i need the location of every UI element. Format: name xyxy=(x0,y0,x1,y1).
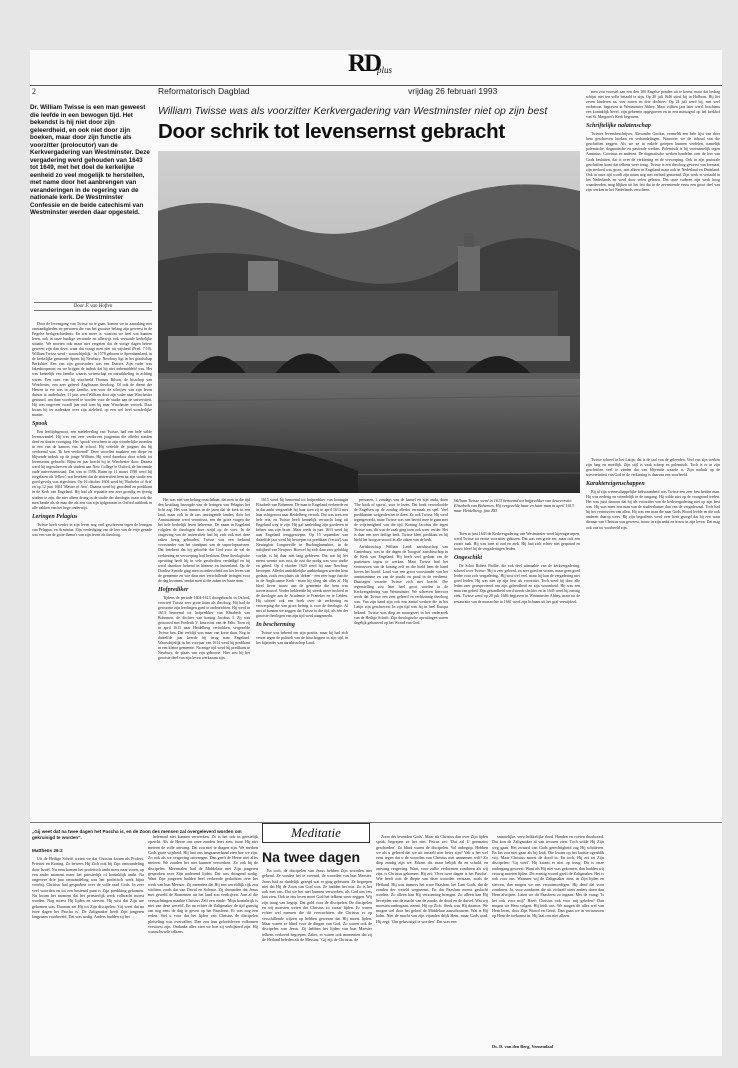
subheading-leringen-pelagius: Leringen Pelagius xyxy=(32,513,78,520)
column-paragraph: Bij al zijn wetenschappelijke bekwaamheid was Twisse een zeer bescheiden man. Hij was nederig en vriendelijk in de omgang. Hij wilde niet op de voorgrond treden. Het was juist daarom dat hij als voorzitter van de kerkvergadering niet op zijn best was. Hij was meer een man van de studeerkamer dan van de vergaderzaal. Toch had hij het vertrouwen van allen. Hij was een man die naar Gods Woord leefde en die ook anderen daarop wees. Bij zijn begrafenis werd over hem gezegd dat hij een waar dienaar van Christus was geweest, trouw in zijn ambt en trouw in zijn leven. Dat mag ook ons tot voorbeeld zijn. xyxy=(586,490,720,530)
column-paragraph: De Schot Robert Baillie, die ook deel uitmaakte van de kerkvergadering, schreef over Twisse: 'Hij is zeer geleerd, en zeer goed en vroom, maar geen goed leider voor zo'n vergadering.' Hij wist wel veel, maar hij kon de vergadering niet goed leiden. Hij was niet op zijn best als voorzitter. Toch werd hij door alle leden zeer gerespecteerd om zijn geleerdheid en zijn vroomheid. Hij was een man van gebed. Zijn gezondheid werd steeds slechter en in 1645 werd hij ernstig ziek. Twisse werd op 20 juli 1646 begraven in Westminster Abbey, maar na de restauratie van de monarchie in 1661 werd zijn lichaam uit het graf verwijderd. xyxy=(454,564,580,604)
column-paragraph: Twisse was bekend om zijn positie, maar hij had zich verzet tegen de politiek van de bisschoppen in zijn tijd, in het bijzonder van aartsbisschop Laud. xyxy=(256,631,348,646)
article-column-1 xyxy=(32,322,152,822)
column-paragraph: Een leeftijdsgenoot, een medeleerling van Twisse, had een hele wilde levenswandel. Hij was een zeer verdorven jongeman die allerlei zonden deed en daarin voortging. Het 'spook' verscheen in zijn wonderlijke avonden in een van de kamers van de school. Hij vertelde de jongens dat hij verdoemd was. 'Ik ben verdoemd!' Deze woorden maakten een diepe en blijvende indruk op de jonge William. Hij werd daardoor door schrik tot levensernst gebracht. Bijna en jaar bracht hij in Winchester door. Daarna werd hij ingeschreven als student aan New College te Oxford, de beroemde oude universiteitsstad. Dat was in 1596. Ruim op 11 maart 1598 werd hij toegelaten als 'fellow', wat betekent dat de universiteit hem na zijn studie een goed gevolg was afgesloten. Op 16 oktober 1604 werd hij 'Bachelor of Arts' en op 12 juni 1604 'Master of Arts'. Daarna werd hij geordend en predikant in de Kerk van Engeland. Hij had als reputatie een zeer grondig en ijverig student te zijn, die niet alleen drong in de studie der theologie, maar ook die men kende als de man die als een van zijn tijdgenoten in Oxford uitblonk in alle vakken van het hoge onderwijs. xyxy=(32,429,152,510)
header-rule xyxy=(30,85,722,86)
meditation-column-4 xyxy=(376,834,488,1052)
meditation-verse: „Gij weet dat na twee dagen het Pascha is, en de Zoon des mensen zal overgeleverd worden om gekruisigd te worden”. xyxy=(32,829,242,840)
subheading-ongeschikt: Ongeschikt xyxy=(454,555,483,562)
article-column-7 xyxy=(586,458,720,820)
column-paragraph: smartelijke, verschrikkelijke dood. Handen en voeten doorboord. Dat kon de Zaligmaker al van tevoren zien. Toch wilde Hij Zijn weg gaan. Het zwaard van Gods gerechtigheid zag Hij schitteren. En het zou niet gaan als bij Izak. Die kwam op het laatste ogenblik vrij. Maar Christus moest de dood in. En toch, Hij zei tot Zijn discipelen: 'Gij weet'. Hij kwam er niet op terug. Dit is onze ondergang geweest. Want als Hij niet was gekomen, dan hadden wij eeuwig moeten lijden. Dit ernstig woord geeft de Zaligmaker. Het is ook voor ons. Wanneer wij de Zaligmaker zien, in Zijn lijden en sterven, dan mogen we ons verootmoedigen. Hij deed dat voor zondaren. Ja, voor zondaren die uit zichzelf niets anders doen dan Hem afwijzen. Laten we dit Paasfeest zo ingaan. Met de vraag: 'Is het ook voor mij?' Heeft Christus ook voor mij geleden? Dan mogen we Hem volgen. Hij leidt ons. We mogen dit alles wel van Hem leren, door Zijn Woord en Geest. Dan gaan we in vertrouwen op Hem de toekomst in. Hij laat ons niet alleen. xyxy=(492,834,604,919)
article-column-5 xyxy=(454,532,580,820)
column-paragraph: 1615 werd hij benoemd tot hofprediker van koningin Elisabeth van Bohemen. De man in Engeland verkeerde en in dat ambt vergezelde hij haar toen zij in april 1613 met haar echtgenoot naar Heidelberg vertrok. Dat was toen een hele reis, en Twisse heeft kennelijk verwacht lang uit Engeland weg te zijn. Hij gaf aanleiding zijn goederen in beheer aan zijn broer. Maar reeds in juni 1613 werd hij naar Engeland teruggeroepen. Op 15 september van datzelfde jaar werd hij beroepen tot predikant ('rector') van Newington Longueville in Buckinghamshire, in de nabijheid van Newport. Hoewel hij zich daar zeer gelukkig voelde, is hij daar niet lang gebleven. Dat wat hij het meest wenste was rust, de rust die nodig was voor studie en gebed. Op 4 oktober 1620 werd hij naar Newbury beroepen. Allerlei aanlokkelijke aanbiedingen werden hem gedaan, zoals een plaats als 'deken' - een zeer hoge functie in de Anglicaanse Kerk - maar hij sloeg dat alles af. Hij bleef liever trouw aan de gemeente die hem was toevertrouwd. Verder bekleedde hij steeds meer invloed in de theologie aan de Academie te Franeker en te Leiden. Hij schreef ook een boek over de verkiezing en verwerping die van groot belang is voor de theologie. Al met al kunnen we zeggen dat Twisse in die tijd, als één der grootste theologen van zijn tijd werd aangemerkt. xyxy=(256,498,348,619)
byline: Door F. van Hoften xyxy=(34,302,152,311)
subheading-in-bescherming: In bescherming xyxy=(256,622,295,629)
column-paragraph: Uit de Heilige Schrift weten we dat Christus kwam als Profeet, Priester en Koning. Zo bewees Hij Zich ook bij Zijn omwandeling door Israël. Nu eens komen het profetisch ambt meer naar voren, op een ander moment meer het priesterlijk of koninklijk ambt. Na ongeveer drie jaar omwandeling was het profetisch werk bijna voorbij. Christus had gesproken over de volle raad Gods. In zeer veel woorden en tot een bestemd punt is Zijn prediking gekomen. Nu kwam het moment dat het priesterlijk werk volbracht moest worden. Nog moest Hij lijden en sterven. Hij wist dat Zijn ure gekomen was. Daarom zei Hij tot Zijn discipelen: 'Gij weet dat na twee dagen het Pascha is'. De Zaligmaker heeft Zijn jongeren langzaam voorbereid. Dat was nodig. Anders hadden zij het xyxy=(32,856,144,920)
subheading-spook: Spook xyxy=(32,420,48,427)
newspaper-page xyxy=(30,50,722,1056)
subheading-karaktereigenschappen: Karaktereigenschappen xyxy=(586,481,645,488)
column-paragraph: personen, 't zondags van de kansel en zijn ambt, doen 'The book of sports', voor te lezen. Dat boek veroorloofde de Engelsen op de zondag allerlei vermaak en spel. Veel predikanten weigerden het te doen. Zo ook Twisse. Hij werd tegengewerkt, maar Twisse was niet bereid mee te gaan met de vrijzinnigheid van die tijd. Koning Jacobus die tegen Twisse was, dit was de zaak ging toen ook weer verder. Het is daar een zeer deftige kerk. Twisse bleef predikant en hij hield het hoogste woord in alle zaken van de kerk. xyxy=(354,498,448,543)
subheading-schriftelijke-nalatenschap: Schriftelijke nalatenschap xyxy=(586,123,651,130)
masthead-logo-sub: plus xyxy=(377,65,393,75)
column-paragraph: En toch, de discipelen van Jezus hebben Zijn woorden niet gekend. Ze vonden het te vreemd, de woorden van hun Meester. Jezus had zo duidelijk gezegd wat er ging gebeuren. Ze begrepen niet dat Hij de Zoon van God was. Ze hadden het mis. Zo is het ook met ons. Dat we het niet kunnen verwerken, als God ons iets laat zien. Ook in ons leven moet God het telkens weer zeggen. Wij zijn traag van begrip. Dat gold voor de discipelen. De discipelen en wij moesten weten dat Christus zo zwaar lijden. Er waren echter wel mensen die dit verwachtten, die Christus er op verschillende wijzen op hebben gewezen dat Hij moest lijden. Maar waren ze blind voor de dingen van God. Zo waren ook de discipelen van Jezus. Zij hebben het lijden van hun Meester telkens verkeerd begrepen. Zaker, er waren ook momenten dat zij de Heiland beleden als de Messias: 'Gij zijt de Christus, de xyxy=(262,868,372,942)
column-paragraph: Tijdens de periode 1604-1613 doorgebracht in Oxford, verwierf Twisse zeer grote faam als theoloog. Hij had de gewoonte zijn leerlingen goed te onderrichten. Hij werd in 1613 benoemd tot hofprediker van Elisabeth van Bohemen, de dochter van koning Jacobus I. Zij was getrouwd met Frederik V, keurvorst van de Palts. Toen zij in april 1613 naar Heidelberg vertrokken, vergezelde Twisse hen. Dat verblijf was maar van korte duur. Nog in datzelfde jaar keerde hij terug naar Engeland. Waarschijnlijk in het voorjaar van 1614 werd hij predikant in een kleine gemeente. Na enige tijd werd hij predikant te Newbury, de plaats van zijn geboorte. Hier zou hij het grootste deel van zijn leven werkzaam zijn. xyxy=(158,595,250,661)
subheading-hofprediker: Hofprediker xyxy=(158,586,189,593)
photo-caption xyxy=(454,498,580,514)
article-column-4 xyxy=(354,498,448,820)
article-column-3 xyxy=(256,498,348,820)
masthead-logo: RD xyxy=(348,50,381,77)
column-paragraph: Twisse heeft verder in zijn leven nog veel geschreven tegen de leringen van Pelagius, en Arminius. Zijn verdediging van de leer van de vrije genade was een van de grote thema's van zijn leven als theoloog. xyxy=(32,522,152,537)
meditation-verse-reference: Mattheüs 26:2 xyxy=(32,848,63,853)
meditation-column-5 xyxy=(492,834,604,1044)
article-column-6 xyxy=(586,90,720,455)
caption-text: William Twisse werd in 1613 benoemd tot hofprediker van keurvorstin Elisabeth van Bohemen. Hij vergezelde haar en haar man in april 1613 naar Heidelberg. xyxy=(454,498,574,514)
column-paragraph: Twisses levensbeschrijver, Alexander Gordon, vermeldt een hele lijst van door hem geschreven boeken en verhandelingen. Waarover we de inhoud van die geschriften zeggen: Als we ze in enkele groepen kunnen verdelen, namelijk polemische, dogmatische en pastorale werken. Polemisch is hij voornamelijk tegen Arminius, Corvinus en anderen. De dogmatische werken handelen over de leer van Gods besluiten, dat is over de verkiezing en de verwerping. Ook in zijn pastorale geschriften komt dat telkens weer terug. Twisse is een theoloog geweest van formaat, zijn invloed was groot, niet alleen in Engeland maar ook in Nederland en Duitsland. Ook in onze tijd wordt zijn naam nog met eerbied genoemd. Zijn werk is vertaald in het Nederlands en werd door velen gelezen. Dat onze vaderen zijn werk hoog waardeerden, mag blijken uit het feit dat in de zeventiende eeuw een groot deel van zijn werken in het Nederlands verscheen. xyxy=(586,132,720,192)
column-paragraph: Twisse schreef in het Latijn; dat is de taal van de geleerden. Veel van zijn werken zijn lang en moeilijk. Zijn stijl is vaak scherp en polemisch. Toch is er in zijn geschriften veel te vinden dat van blijvende waarde is. Zijn nadruk op de soevereiniteit van God in de verkiezing is daarvan een voorbeeld. xyxy=(586,458,720,478)
article-column-2 xyxy=(158,498,250,820)
column-paragraph: Aartsbisschop William Laud, aartsbisschop van Canterbury, was in die dagen de 'hoogste' aartsbisschop in de Kerk van Engeland. Hij heeft veel gedaan om de puriteinen tegen te werken. Maar Twisse had het vertrouwen van de koning zelf en die hield hem de hand boven het hoofd. Laud was een groot voorstander van het arminianisme en van de pracht en praal in de eredienst. Daartegen verzette Twisse zich met kracht. Die tegenstelling zou later heel groot worden in de Kerkvergadering van Westminster. We schreven hiervoor reeds dat Twisse een zeer geleerd en rechtzinnig theoloog was. Van zijn hand zijn ook een aantal werken die in het Latijn zijn geschreven. In zijn tijd was hij in heel Europa bekend. Twisse was diep en nauwgezet in het onderzoek van de Heilige Schrift. Zijn theologische opvattingen waren degelijk gebaseerd op het Woord van God. xyxy=(354,544,448,625)
section-divider xyxy=(30,822,722,823)
meditation-banner xyxy=(262,823,370,843)
column-paragraph: men zou voorstel aan een den 100 Engelse ponden uit te keren, maar dat bedrag schijnt niet ten volle betaald te zijn. Op 20 juli 1646 stierf hij in Holborn. Hij liet zeven kinderen na, vier zonen en drie dochters. Op 24 juli werd hij, met veel eerbetoon, begraven in Westminster Abbey. Maar vijftien jaar later werd, krachtens een koninklijk bevel, zijn gebeente opgegraven en in een massagraf op het kerkhof van St. Margaret's Kerk begraven. xyxy=(586,90,720,120)
meditation-banner-title: Meditatie xyxy=(291,825,341,840)
column-paragraph: Toen in juni 1643 de Kerkvergadering van Westminster werd bijeengeroepen, werd Twisse tot eerste voorzitter gekozen. Dat was een grote eer, maar ook een zware taak. Hij was toen al oud en ziek. Hij had zich echter niet gespaard en trouw bleef hij de vergaderingen leiden. xyxy=(454,532,580,552)
lead-paragraph: Dr. William Twisse is een man geweest die leefde in een bewogen tijd. Het bekendst is hij niet door zijn geleerdheid, en ook niet door zijn boeken, maar door zijn functie als voorzitter (prolocutor) van de Kerkvergadering van Westminster. Deze vergadering werd gehouden van 1643 tot 1649, met het doel de kerkelijke eenheid zo veel mogelijk te herstellen, met name door het aanbrengen van veranderingen in de regering van de nationale kerk. De Westminster Confessie en de beide catechismi van Westminster werden daar opgesteld. xyxy=(30,104,150,216)
column-paragraph: helemaal niet kunnen verwerken. Zo is het ook in geestelijk opzicht. Als de Heere ons onze zonden leert zien, toont Hij niet meteen de volle omvang. Dat zou niet te dragen zijn. We merken Gods grote wijsheid. Hij laat ons langzamerhand zien hoe we zijn. Zo ook als we vergeving ontvangen. Dan geeft de Heere niet alles meteen. We zouden het niet kunnen verwerken. Zo ook bij de discipelen. Meermalen had de Middelaar met Zijn jongeren gesproken over Zijn naderend lijden. Dat was dringend nodig. Want Zijn jongeren hadden heel verkeerde gedachten over het werk van hun Meester. Zij meenden dat Hij een wereldlijk rijk zou stichten, zoals dat van David en Salomo. Zij droomden dat Jezus met geweld de Romeinen uit het land zou verdrijven. Aan al die verwachtingen maakte Christus Zelf een einde: 'Mijn koninkrijk is niet van deze wereld'. En nu echter de Zaligmaker de tijd gunstig om nog eens de dag te geven op het Paasfeest. Er was nog een reden. Stel u voor dat het lijden van Christus de discipelen plotseling was overvallen. Dan zou hun geloofsleven volkomen verwoest zijn. Ondanks alles zien we hoe zij verbijsterd zijn. Hij waarschuwde telkens. xyxy=(148,834,258,935)
paper-name: Reformatorisch Dagblad xyxy=(158,86,250,96)
article-headline: Door schrik tot levensernst gebracht xyxy=(158,120,505,143)
meditation-column-2 xyxy=(148,834,258,1052)
column-paragraph: Zoon des levenden Gods'. Maar als Christus dan over Zijn lijden sprak, begrepen ze het niet. Petrus zei: 'Dat zal U geenszins geschieden'. Zo blind waren de discipelen. Vol onbegrip. Hebben we als u geleerd dat we uit onszelf niet beter zijn? Valt u het wel eens tegen dat u de woorden van Christus niet aannemen wilt? Zo diep zondig zijn we. Erkent dit, maar belijdt dit en schuld, en ontvang vergeving. Want, voor zulke verlorenen zondaren als wij zijn, is Christus gekomen. Hij zei: 'Over twee dagen is het Pascha'. Wie heeft ooit de diepte van deze woorden verstaan, zoals de Heiland. Hij was immers het ware Paaslam, het Lam Gods, dat de zonden der wereld wegneemt. En dat Paaslam moest geslacht worden. Zo alleen kan Hij verzoening brengen. Zo alleen kan Hij bevrijden van de macht van de zonde, de dood en de duivel. Wat wij moesten ondergaan, neemt Hij op Zich. Sterk was Hij daartoe. We mogen wel door het geloof de Middelaar aanschouwen. Wat is Hij kalm. Niet de macht van zijn vijanden drijft Hem, maar Gods raad. Hij zegt: 'Om gekruisigd te worden'. Dat was een xyxy=(376,834,488,924)
caption-credit: foto RD xyxy=(483,508,497,514)
page-number: 2 xyxy=(32,87,36,96)
column-paragraph: Door de levensgang van Twisse na te gaan, komen we in aanraking met omstandigheden en personen die van het grootste belang zijn geweest in de Engelse kerkgeschiedenis. En wat meer is: waarom we heel wat kunnen leren, ook in onze huidige verwarde en allerwijs ook verwarde kerkelijke situatie. We moeten ook maar niet vergeten dat de vorige dagen betere geweest zijn dan deze, want dat vraagt men niet uit wijsheid (Pred. 7:10). William Twisse werd - waarschijnlijk - in 1578 geboren te Speenhamland, in de kerkelijke gemeente Speen bij Newbury. Newbury ligt in het graafschap Berkshire. Een van zijn grootvaders was een Duitser. Zijn vader was lakenkoopman; en we krijgen de indruk dat hij niet onbemiddeld was. Het was kennelijk een familie waarin wetenschap en ontwikkeling in achting waren. Een oom van hij voorheeld Thomas Bilson, de bisschop van Winchester, een zeer geleerd Anglicaans theoloog. Of ook de dienst der Heeren in ere was in zijn familie, wat voor de schrijver van zijn leven duister is; anderhalve, 11 jaar, werd William door zijn vader naar Winchester gestuurd, om daar voorbereid te worden voor de studie aan de universiteit. Hij was ongeveer twaalf jaar oud toen hij naar Winchester vertrok. Daar kwam hij ter nadenken over zijn zieleheil, op een wel heel wonderlijke manier. xyxy=(32,322,152,417)
meditation-signature: Ds. D. van den Berg, Veenendaal xyxy=(492,1044,553,1049)
meditation-title: Na twee dagen xyxy=(262,849,361,865)
meditation-column-3 xyxy=(262,868,372,1052)
heidelberg-photo xyxy=(158,151,580,493)
column-paragraph: Het was niet van belang onzichtbaar, dat men in die tijd den kruitlaag bezorgde van de leringen van Pelagius het licht zag. Het was immers in de jaren dat de kerk in een land, maar ook in de ons omringende landen, door het Arminianisme werd verontrust, een der grote vragen die het hele kerkelijk leven beheerste. De naam in Engeland volgden de theologen deze strijd op de voet. In de omgeving van de universiteit had hij zich ook met deze zaken bezig gehouden. Twisse was een bedaard voorstander van het standpunt van de supra-lapsarissen. Dat betekent dat hij geloofde dat God voor de val de verkiezing en verwerping had besloten. Deze theologische opvatting heeft hij in vele geschriften verdedigd en hij werd daardoor bekend in binnen- en buitenland. Op de Dordtse Synode ging men in onderscheid om het leven van de gemeente en wie daar met verschillende leringen voor de dag kwamen, omdat men al die zaken ter harte nam. xyxy=(158,498,250,583)
issue-date: vrijdag 26 februari 1993 xyxy=(408,86,498,96)
article-kicker: William Twisse was als voorzitter Kerkvergadering van Westminster niet op zijn best xyxy=(158,105,548,117)
meditation-column-1 xyxy=(32,856,144,1052)
